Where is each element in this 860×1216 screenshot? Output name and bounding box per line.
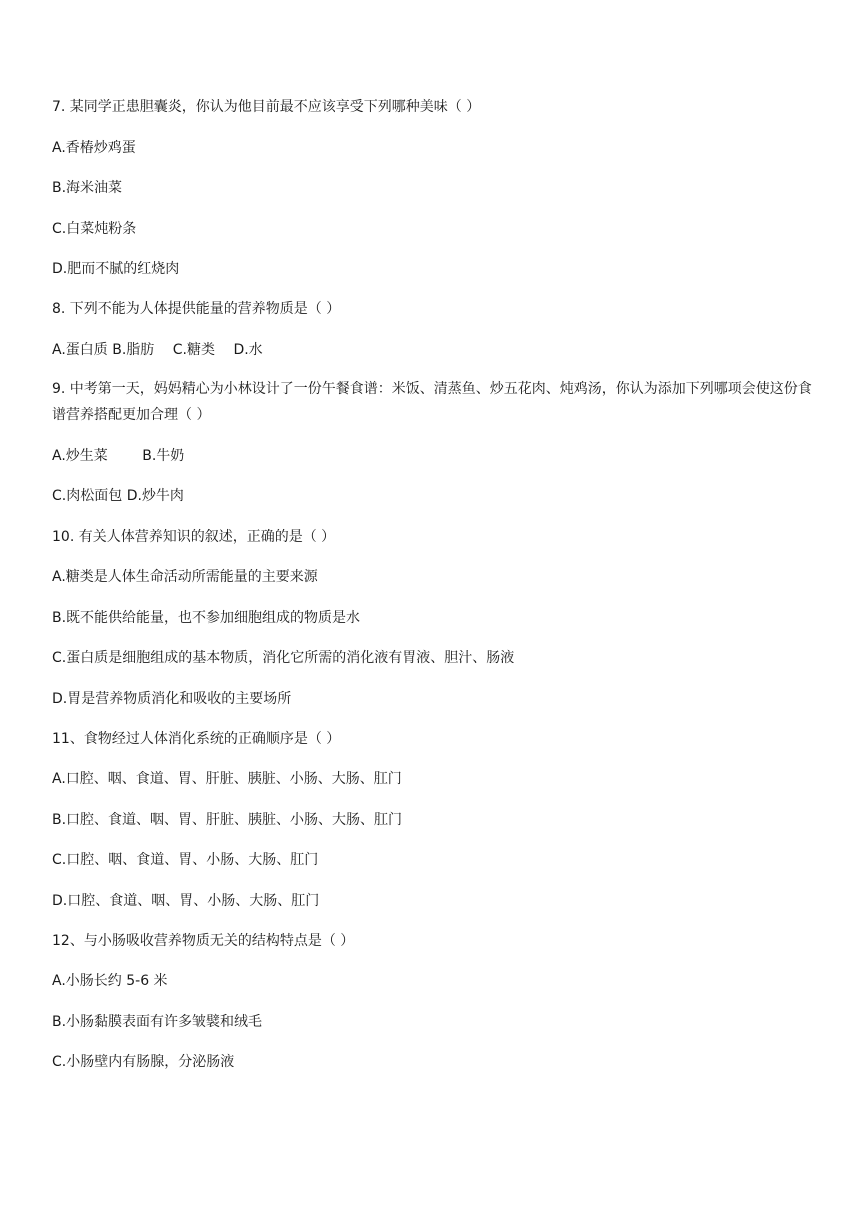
question-7-option-d: D.肥而不腻的红烧肉 bbox=[52, 261, 180, 277]
question-8-option-c: C.糖类 bbox=[172, 342, 215, 358]
question-10-option-a: A.糖类是人体生命活动所需能量的主要来源 bbox=[52, 569, 318, 585]
question-9-options-row-2 bbox=[52, 483, 822, 509]
question-8-option-b: B.脂肪 bbox=[112, 342, 155, 358]
question-7-option-b: B.海米油菜 bbox=[52, 180, 123, 196]
question-11-option-a: A.口腔、咽、食道、胃、肝脏、胰脏、小肠、大肠、肛门 bbox=[52, 771, 402, 787]
question-10-option-c: C.蛋白质是细胞组成的基本物质，消化它所需的消化液有胃液、胆汁、肠液 bbox=[52, 650, 515, 666]
question-8-stem: 8. 下列不能为人体提供能量的营养物质是（ ） bbox=[52, 301, 341, 317]
question-9-option-b: B.牛奶 bbox=[142, 448, 185, 464]
question-9-stem: 9. 中考第一天，妈妈精心为小林设计了一份午餐食谱：米饭、清蒸鱼、炒五花肉、炖鸡汤，你认为添加下列哪项会使这份食谱营养搭配更加合理（ ） bbox=[52, 381, 812, 423]
question-8-option-d: D.水 bbox=[233, 342, 263, 358]
question-8-option-a: A.蛋白质 bbox=[52, 342, 108, 358]
question-7-stem: 7. 某同学正患胆囊炎，你认为他目前最不应该享受下列哪种美味（ ） bbox=[52, 99, 481, 115]
question-9-options-row-1 bbox=[52, 443, 822, 469]
question-11-stem: 11、食物经过人体消化系统的正确顺序是（ ） bbox=[52, 731, 341, 747]
question-10-stem: 10. 有关人体营养知识的叙述，正确的是（ ） bbox=[52, 529, 336, 545]
question-12-stem: 12、与小肠吸收营养物质无关的结构特点是（ ） bbox=[52, 933, 355, 949]
question-11-option-d: D.口腔、食道、咽、胃、小肠、大肠、肛门 bbox=[52, 893, 320, 909]
question-9-option-d: D.炒牛肉 bbox=[126, 488, 184, 504]
question-10-option-d: D.胃是营养物质消化和吸收的主要场所 bbox=[52, 691, 292, 707]
question-11-option-b: B.口腔、食道、咽、胃、肝脏、胰脏、小肠、大肠、肛门 bbox=[52, 812, 403, 828]
question-12-option-c: C.小肠壁内有肠腺，分泌肠液 bbox=[52, 1054, 235, 1070]
question-7-option-c: C.白菜炖粉条 bbox=[52, 221, 137, 237]
question-9-option-c: C.肉松面包 bbox=[52, 488, 123, 504]
question-12-option-b: B.小肠黏膜表面有许多皱襞和绒毛 bbox=[52, 1014, 263, 1030]
question-12-option-a: A.小肠长约 5-6 米 bbox=[52, 973, 168, 989]
question-10-option-b: B.既不能供给能量，也不参加细胞组成的物质是水 bbox=[52, 610, 361, 626]
question-9-option-a: A.炒生菜 bbox=[52, 448, 108, 464]
question-7-option-a: A.香椿炒鸡蛋 bbox=[52, 140, 136, 156]
question-8-options bbox=[52, 337, 822, 363]
question-11-option-c: C.口腔、咽、食道、胃、小肠、大肠、肛门 bbox=[52, 852, 319, 868]
